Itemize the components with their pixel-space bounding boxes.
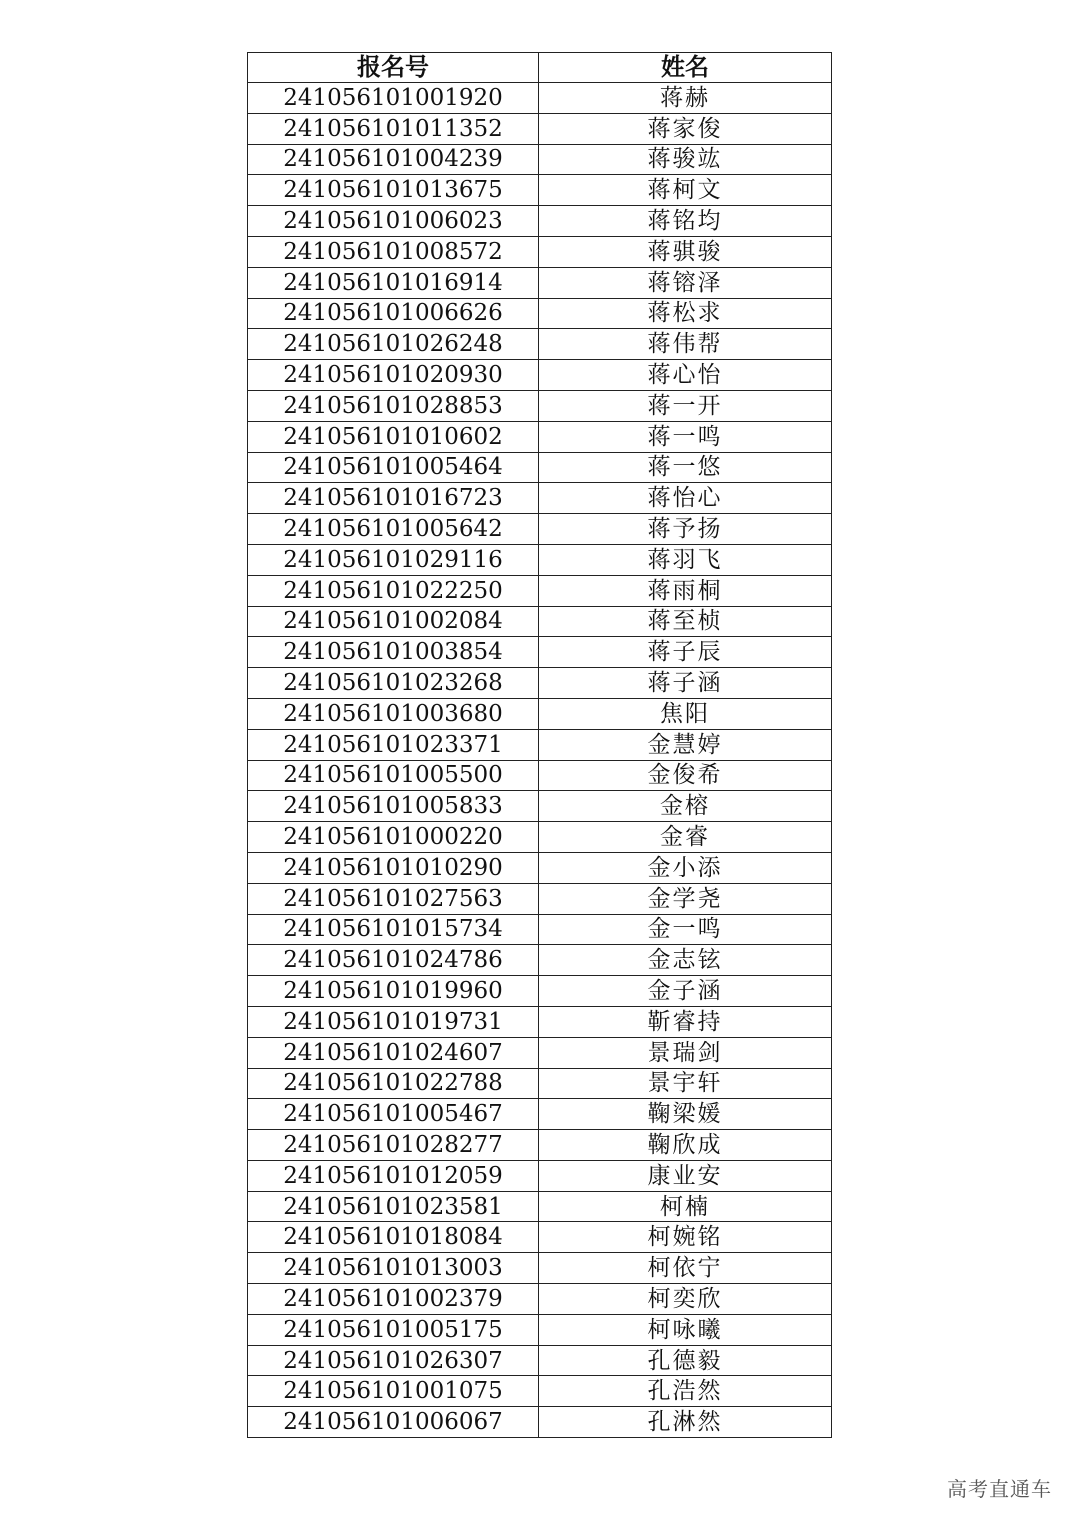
table-row: [248, 1191, 832, 1222]
registration-number-cell: 241056101026307: [248, 1345, 539, 1376]
table-row: [248, 852, 832, 883]
registration-number-cell: 241056101026248: [248, 329, 539, 360]
registration-number-cell: 241056101019731: [248, 1006, 539, 1037]
registration-number-cell: 241056101005500: [248, 760, 539, 791]
registration-number-cell: 241056101010602: [248, 421, 539, 452]
name-cell: 蒋予扬: [539, 514, 832, 545]
registration-number-cell: 241056101001920: [248, 83, 539, 114]
admission-list-table-container: [247, 52, 831, 1438]
name-cell: 柯楠: [539, 1191, 832, 1222]
registration-number-cell: 241056101023371: [248, 729, 539, 760]
table-row: [248, 298, 832, 329]
name-cell: 鞠欣成: [539, 1130, 832, 1161]
table-row: [248, 206, 832, 237]
registration-number-cell: 241056101003854: [248, 637, 539, 668]
table-row: [248, 83, 832, 114]
registration-number-cell: 241056101028853: [248, 390, 539, 421]
name-cell: 蒋一开: [539, 390, 832, 421]
name-cell: 柯奕欣: [539, 1284, 832, 1315]
name-cell: 蒋子涵: [539, 668, 832, 699]
table-row: [248, 1407, 832, 1438]
registration-number-cell: 241056101005175: [248, 1314, 539, 1345]
registration-number-cell: 241056101016914: [248, 267, 539, 298]
name-cell: 蒋铭均: [539, 206, 832, 237]
table-row: [248, 1376, 832, 1407]
name-cell: 蒋松求: [539, 298, 832, 329]
registration-number-cell: 241056101029116: [248, 544, 539, 575]
name-cell: 金志铉: [539, 945, 832, 976]
name-cell: 蒋怡心: [539, 483, 832, 514]
table-row: [248, 452, 832, 483]
table-row: [248, 1345, 832, 1376]
name-cell: 蒋伟帮: [539, 329, 832, 360]
name-cell: 金子涵: [539, 976, 832, 1007]
registration-number-cell: 241056101001075: [248, 1376, 539, 1407]
name-cell: 焦阳: [539, 698, 832, 729]
registration-number-cell: 241056101010290: [248, 852, 539, 883]
table-body: [248, 83, 832, 1438]
registration-number-cell: 241056101005642: [248, 514, 539, 545]
table-row: [248, 883, 832, 914]
registration-number-cell: 241056101028277: [248, 1130, 539, 1161]
registration-number-cell: 241056101006626: [248, 298, 539, 329]
table-row: [248, 1130, 832, 1161]
registration-number-cell: 241056101018084: [248, 1222, 539, 1253]
table-row: [248, 483, 832, 514]
name-cell: 金慧婷: [539, 729, 832, 760]
name-cell: 蒋家俊: [539, 113, 832, 144]
name-cell: 金一鸣: [539, 914, 832, 945]
table-row: [248, 544, 832, 575]
registration-number-cell: 241056101024607: [248, 1037, 539, 1068]
name-cell: 蒋子辰: [539, 637, 832, 668]
table-row: [248, 791, 832, 822]
table-row: [248, 1160, 832, 1191]
name-cell: 蒋雨桐: [539, 575, 832, 606]
header-registration-number: 报名号: [248, 53, 539, 83]
watermark-text: 高考直通车: [947, 1477, 1052, 1501]
table-row: [248, 1037, 832, 1068]
registration-number-cell: 241056101020930: [248, 360, 539, 391]
registration-number-cell: 241056101004239: [248, 144, 539, 175]
name-cell: 孔浩然: [539, 1376, 832, 1407]
registration-number-cell: 241056101027563: [248, 883, 539, 914]
admission-list-table: [247, 52, 832, 1438]
registration-number-cell: 241056101022250: [248, 575, 539, 606]
table-row: [248, 1068, 832, 1099]
registration-number-cell: 241056101002084: [248, 606, 539, 637]
name-cell: 蒋柯文: [539, 175, 832, 206]
table-row: [248, 575, 832, 606]
registration-number-cell: 241056101023581: [248, 1191, 539, 1222]
table-row: [248, 698, 832, 729]
table-row: [248, 822, 832, 853]
registration-number-cell: 241056101015734: [248, 914, 539, 945]
table-row: [248, 914, 832, 945]
name-cell: 柯咏曦: [539, 1314, 832, 1345]
table-row: [248, 637, 832, 668]
table-row: [248, 1006, 832, 1037]
table-row: [248, 1099, 832, 1130]
registration-number-cell: 241056101006023: [248, 206, 539, 237]
name-cell: 靳睿持: [539, 1006, 832, 1037]
table-row: [248, 329, 832, 360]
name-cell: 金睿: [539, 822, 832, 853]
table-row: [248, 421, 832, 452]
name-cell: 金俊希: [539, 760, 832, 791]
registration-number-cell: 241056101002379: [248, 1284, 539, 1315]
table-row: [248, 760, 832, 791]
table-row: [248, 236, 832, 267]
name-cell: 鞠梁媛: [539, 1099, 832, 1130]
registration-number-cell: 241056101024786: [248, 945, 539, 976]
registration-number-cell: 241056101006067: [248, 1407, 539, 1438]
table-row: [248, 668, 832, 699]
table-header: [248, 53, 832, 83]
table-row: [248, 945, 832, 976]
registration-number-cell: 241056101013003: [248, 1253, 539, 1284]
name-cell: 柯依宁: [539, 1253, 832, 1284]
name-cell: 孔德毅: [539, 1345, 832, 1376]
header-name: 姓名: [539, 53, 832, 83]
registration-number-cell: 241056101011352: [248, 113, 539, 144]
name-cell: 蒋一悠: [539, 452, 832, 483]
registration-number-cell: 241056101005833: [248, 791, 539, 822]
name-cell: 康业安: [539, 1160, 832, 1191]
table-row: [248, 175, 832, 206]
registration-number-cell: 241056101016723: [248, 483, 539, 514]
registration-number-cell: 241056101003680: [248, 698, 539, 729]
name-cell: 孔淋然: [539, 1407, 832, 1438]
table-row: [248, 113, 832, 144]
registration-number-cell: 241056101008572: [248, 236, 539, 267]
table-row: [248, 144, 832, 175]
name-cell: 蒋心怡: [539, 360, 832, 391]
name-cell: 金小添: [539, 852, 832, 883]
table-row: [248, 514, 832, 545]
table-row: [248, 360, 832, 391]
name-cell: 景瑞剑: [539, 1037, 832, 1068]
name-cell: 蒋赫: [539, 83, 832, 114]
name-cell: 柯婉铭: [539, 1222, 832, 1253]
name-cell: 蒋镕泽: [539, 267, 832, 298]
table-row: [248, 390, 832, 421]
table-row: [248, 976, 832, 1007]
registration-number-cell: 241056101012059: [248, 1160, 539, 1191]
name-cell: 景宇轩: [539, 1068, 832, 1099]
name-cell: 蒋至桢: [539, 606, 832, 637]
table-row: [248, 1222, 832, 1253]
registration-number-cell: 241056101013675: [248, 175, 539, 206]
table-row: [248, 729, 832, 760]
registration-number-cell: 241056101005467: [248, 1099, 539, 1130]
name-cell: 金榕: [539, 791, 832, 822]
registration-number-cell: 241056101000220: [248, 822, 539, 853]
registration-number-cell: 241056101005464: [248, 452, 539, 483]
name-cell: 金学尧: [539, 883, 832, 914]
table-row: [248, 1253, 832, 1284]
table-row: [248, 1284, 832, 1315]
registration-number-cell: 241056101019960: [248, 976, 539, 1007]
registration-number-cell: 241056101022788: [248, 1068, 539, 1099]
name-cell: 蒋骏竑: [539, 144, 832, 175]
registration-number-cell: 241056101023268: [248, 668, 539, 699]
name-cell: 蒋骐骏: [539, 236, 832, 267]
name-cell: 蒋羽飞: [539, 544, 832, 575]
table-row: [248, 606, 832, 637]
header-row: [248, 53, 832, 83]
table-row: [248, 1314, 832, 1345]
name-cell: 蒋一鸣: [539, 421, 832, 452]
table-row: [248, 267, 832, 298]
